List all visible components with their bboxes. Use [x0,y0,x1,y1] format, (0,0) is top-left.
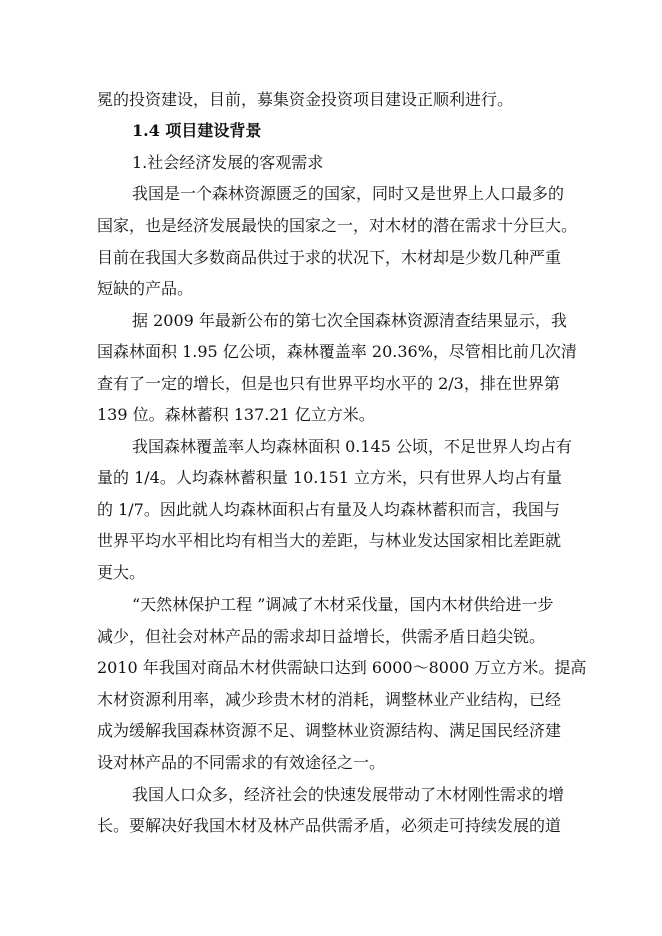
subheading-text: 1.社会经济发展的客观需求 [132,153,324,172]
line-text: 量的 1/4。人均森林蓄积量 10.151 立方米，只有世界人均占有量 [97,468,562,487]
line-text: 国家，也是经济发展最快的国家之一，对木材的潜在需求十分巨大。 [97,216,578,235]
line-text: 我国森林覆盖率人均森林面积 0.145 公顷，不足世界人均占有 [132,437,572,456]
line-text: 设对林产品的不同需求的有效途径之一。 [97,753,386,772]
text-line: 冕的投资建设，目前，募集资金投资项目建设正顺利进行。 [97,90,514,109]
line-text: 世界平均水平相比均有相当大的差距，与林业发达国家相比差距就 [97,531,562,550]
line-text: 更大。 [97,563,146,582]
line-text: 木材资源利用率，减少珍贵木材的消耗，调整林业产业结构，已经 [97,690,562,709]
line-text: 国森林面积 1.95 亿公顷，森林覆盖率 20.36%，尽管相比前几次清 [97,342,577,361]
line-text: 查有了一定的增长，但是也只有世界平均水平的 2/3，排在世界第 [97,374,560,393]
line-text: 目前在我国大多数商品供过于求的状况下，木材却是少数几种严重 [97,248,562,267]
line-text: 2010 年我国对商品木材供需缺口达到 6000～8000 万立方米。提高 [97,658,587,677]
line-text: 短缺的产品。 [97,279,194,298]
line-text: 成为缓解我国森林资源不足、调整林业资源结构、满足国民经济建 [97,721,562,740]
line-text: 据 2009 年最新公布的第七次全国森林资源清查结果显示，我 [132,311,567,330]
line-text: 我国人口众多，经济社会的快速发展带动了木材刚性需求的增 [132,785,565,804]
line-text: 减少，但社会对林产品的需求却日益增长，供需矛盾日趋尖锐。 [97,627,546,646]
line-text: 长。要解决好我国木材及林产品供需矛盾，必须走可持续发展的道 [97,816,562,835]
line-text: “天然林保护工程 ”调减了木材采伐量，国内木材供给进一步 [132,595,554,614]
line-text: 我国是一个森林资源匮乏的国家，同时又是世界上人口最多的 [132,184,565,203]
line-text: 139 位。森林蓄积 137.21 亿立方米。 [97,405,375,424]
line-text: 的 1/7。因此就人均森林面积占有量及人均森林蓄积而言，我国与 [97,500,560,519]
section-heading-text: 1.4 项目建设背景 [132,121,262,140]
